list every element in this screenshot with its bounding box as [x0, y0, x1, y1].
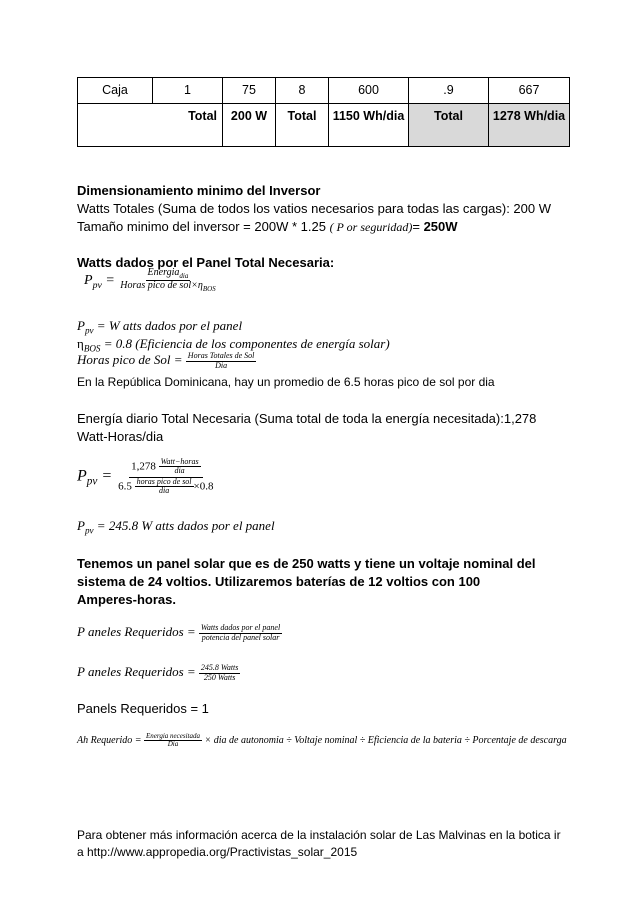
def-text: Horas pico de Sol =	[77, 352, 186, 367]
def-text: = 0.8 (Eficiencia de los componentes de energía solar)	[100, 336, 390, 351]
calc-den-unit	[135, 478, 194, 496]
table-cell: 8	[276, 78, 329, 104]
unit-den: dia	[158, 486, 170, 496]
def-symbol: η	[77, 336, 84, 351]
formula-den-sub: BOS	[202, 285, 216, 294]
calc-den-tail: ×0.8	[193, 480, 214, 493]
inverter-heading: Dimensionamiento minimo del Inversor	[77, 183, 321, 198]
table-cell: 667	[489, 78, 570, 104]
system-line-3: Amperes-horas.	[77, 592, 176, 607]
def-frac-den: Dia	[215, 360, 228, 370]
calc-fraction	[116, 458, 215, 496]
energy-line-1: Energía diario Total Necesaria (Suma total de toda la energía necesitada):1,278	[77, 411, 537, 426]
def-text: = W atts dados por el panel	[93, 318, 243, 333]
ah-rest: × dia de autonomia ÷ Voltaje nominal ÷ Eficiencia de la bateria ÷ Porcentaje de descarga	[204, 735, 567, 747]
inverter-size-line	[77, 218, 458, 236]
frac-den: Dia	[167, 740, 179, 749]
inverter-watts-line: Watts Totales (Suma de todos los vatios necesarios para todas las cargas): 200 W	[77, 201, 552, 216]
footer-link[interactable]: a http://www.appropedia.org/Practivistas_solar_2015	[77, 845, 358, 859]
energy-line-2: Watt-Horas/dia	[77, 429, 164, 444]
unit-den: dia	[174, 466, 185, 476]
panels-lhs: P aneles Requeridos =	[77, 664, 199, 679]
formula-fraction	[118, 268, 217, 294]
panels-fraction	[199, 624, 282, 642]
unit-num: horas pico de sol	[136, 476, 192, 486]
def-symbol: P	[77, 318, 85, 333]
calc-lhs-sub: pv	[86, 475, 98, 488]
energy-result	[77, 518, 275, 536]
panels-lhs: P aneles Requeridos =	[77, 624, 199, 639]
calc-num-value: 1,278	[131, 460, 156, 473]
unit-num: Watt−horas	[160, 457, 199, 466]
panels-formula-1	[77, 624, 282, 642]
frac-num: Watts dados por el panel	[200, 623, 281, 633]
dominican-note: En la República Dominicana, hay un promedio de 6.5 horas pico de sol por dia	[77, 375, 495, 389]
result-lhs-sub: pv	[84, 525, 94, 536]
table-total-row	[78, 104, 570, 147]
panel-formula: $P_{pv}$ = $\frac{Energia_{dia}}{Horas pico de sol\times\eta_{BOS}}$	[84, 267, 216, 294]
inverter-result: 250W	[423, 219, 458, 234]
total-label: Total	[78, 104, 223, 147]
system-line-2: sistema de 24 voltios. Utilizaremos baterías de 12 voltios con 100	[77, 574, 481, 589]
system-line-1: Tenemos un panel solar que es de 250 watts y tiene un voltaje nominal del	[77, 556, 536, 571]
load-table	[77, 77, 570, 147]
total-label: Total	[409, 104, 489, 147]
result-lhs: P	[77, 518, 85, 533]
inverter-eq: =	[412, 219, 424, 234]
total-wh: 1150 Wh/dia	[329, 104, 409, 147]
formula-lhs-sub: pv	[92, 279, 102, 291]
panel-heading: Watts dados por el Panel Total Necesaria:	[77, 255, 335, 270]
calc-num-unit	[159, 458, 201, 476]
calc-lhs: P	[77, 467, 87, 485]
def-frac-num: Horas Totales de Sol	[187, 351, 255, 361]
formula-den: Horas pico de sol×η	[120, 280, 203, 292]
definition-horas	[77, 352, 256, 370]
footer-line-1: Para obtener más información acerca de la instalación solar de Las Malvinas en la botica ir	[77, 828, 561, 842]
formula-num-sub: dia	[179, 272, 189, 280]
table-cell: 1	[153, 78, 223, 104]
energy-calc: $P_{pv}$ = 1,278 $\frac{\text{Watt−horas}}{\text{dia}}$ 6.5 $\frac{\text{horas pico de sol}}{\text{dia}}$ ×0.8	[77, 457, 214, 496]
formula-lhs: P	[84, 273, 93, 289]
ah-fraction	[144, 733, 202, 749]
panels-formula-2	[77, 664, 240, 682]
inverter-factor: ( P or seguridad)	[329, 220, 413, 234]
formula-num: Energia	[147, 267, 180, 278]
def-fraction	[186, 352, 257, 370]
total-wh-adjusted: 1278 Wh/dia	[489, 104, 570, 147]
table-cell: Caja	[78, 78, 153, 104]
table-row	[78, 78, 570, 104]
def-symbol-sub: BOS	[83, 343, 101, 354]
total-label: Total	[276, 104, 329, 147]
result-text: = 245.8 W atts dados por el panel	[93, 518, 275, 533]
calc-den-value: 6.5	[118, 480, 132, 493]
frac-num: Energia necesitada	[146, 732, 200, 740]
frac-num: 245.8 Watts	[200, 663, 239, 673]
ah-lhs: Ah Requerido =	[77, 735, 145, 747]
def-symbol-sub: pv	[84, 325, 94, 336]
total-watts: 200 W	[223, 104, 276, 147]
panels-result: Panels Requeridos = 1	[77, 701, 209, 716]
panels-fraction	[199, 664, 241, 682]
definition-ppv	[77, 318, 242, 336]
frac-den: 250 Watts	[203, 672, 236, 682]
ah-formula	[77, 733, 567, 749]
table-cell: .9	[409, 78, 489, 104]
table-cell: 600	[329, 78, 409, 104]
table-cell: 75	[223, 78, 276, 104]
inverter-size-text: Tamaño minimo del inversor = 200W * 1.25	[77, 219, 326, 234]
frac-den: potencia del panel solar	[201, 632, 280, 642]
